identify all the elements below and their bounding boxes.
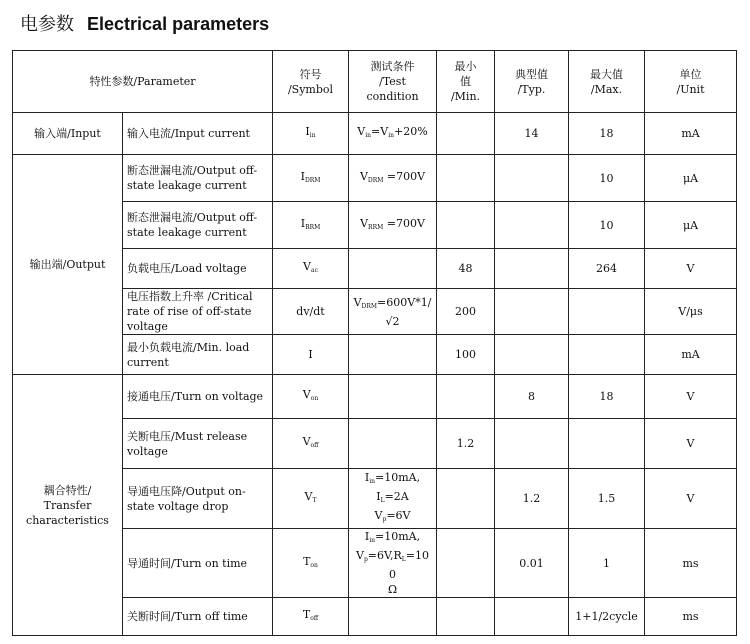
test-line: Ω xyxy=(387,583,398,596)
max-cell xyxy=(569,419,645,469)
symbol-cell: $V_{off}$ xyxy=(273,419,349,469)
group-transfer: 耦合特性/ Transfer characteristics xyxy=(13,375,123,636)
test-line: $I_L=2A$ xyxy=(376,490,409,504)
symbol-cell: $T_{on}$ xyxy=(273,529,349,598)
header-unit: 单位 /Unit xyxy=(645,51,737,113)
typ-cell: 14 xyxy=(495,113,569,155)
parameter-name: 导通电压降/Output on-state voltage drop xyxy=(123,469,273,529)
parameter-name: 关断时间/Turn off time xyxy=(123,598,273,636)
test-condition-cell: $V_{DRM}=600V*1/√2$ xyxy=(349,289,437,335)
unit-cell: V xyxy=(645,469,737,529)
header-max: 最大值 /Max. xyxy=(569,51,645,113)
test-condition-cell: $V_{DRM} =700V$ xyxy=(349,155,437,202)
group-label: 输出端/Output xyxy=(13,155,123,375)
typ-cell xyxy=(495,249,569,289)
unit-cell: V xyxy=(645,249,737,289)
parameter-name: 电压指数上升率 /Critical rate of rise of off-state voltage xyxy=(123,289,273,335)
unit-cell: ms xyxy=(645,529,737,598)
parameter-name: 最小负载电流/Min. load current xyxy=(123,335,273,375)
header-parameter: 特性参数/Parameter xyxy=(13,51,273,113)
parameter-name: 导通时间/Turn on time xyxy=(123,529,273,598)
parameter-name: 接通电压/Turn on voltage xyxy=(123,375,273,419)
test-line: $V_p=6V,R_L=100$ xyxy=(355,549,429,581)
test-condition-cell xyxy=(349,598,437,636)
min-cell xyxy=(437,469,495,529)
max-cell: 18 xyxy=(569,113,645,155)
min-cell xyxy=(437,375,495,419)
unit-cell: ms xyxy=(645,598,737,636)
parameter-name: 断态泄漏电流/Output off-state leakage current xyxy=(123,202,273,249)
symbol-cell: $V_{on}$ xyxy=(273,375,349,419)
min-cell: 200 xyxy=(437,289,495,335)
max-cell: 10 xyxy=(569,202,645,249)
test-condition-cell xyxy=(349,469,437,529)
unit-cell: μA xyxy=(645,155,737,202)
typ-cell xyxy=(495,419,569,469)
test-line: $I_{in}=10mA$, xyxy=(364,471,421,485)
group-label: 输入端/Input xyxy=(13,113,123,155)
header-min: 最小 值 /Min. xyxy=(437,51,495,113)
table-row xyxy=(13,155,737,202)
parameter-name: 断态泄漏电流/Output off-state leakage current xyxy=(123,155,273,202)
min-cell: 100 xyxy=(437,335,495,375)
test-condition-cell xyxy=(349,529,437,598)
symbol-cell: I xyxy=(273,335,349,375)
symbol-cell: $I_{in}$ xyxy=(273,113,349,155)
max-cell xyxy=(569,289,645,335)
typ-cell: 8 xyxy=(495,375,569,419)
test-condition-cell: $V_{RRM} =700V$ xyxy=(349,202,437,249)
test-condition-cell xyxy=(349,375,437,419)
electrical-parameters-table xyxy=(12,50,737,636)
max-cell xyxy=(569,335,645,375)
symbol-cell: $I_{DRM}$ xyxy=(273,155,349,202)
typ-cell xyxy=(495,335,569,375)
test-condition-cell xyxy=(349,335,437,375)
symbol-cell: $V_T$ xyxy=(273,469,349,529)
unit-cell: V xyxy=(645,419,737,469)
typ-cell xyxy=(495,598,569,636)
typ-cell: 1.2 xyxy=(495,469,569,529)
title-en: Electrical parameters xyxy=(87,14,270,34)
document-title xyxy=(20,10,269,36)
max-cell: 1+1/2cycle xyxy=(569,598,645,636)
typ-cell xyxy=(495,155,569,202)
typ-cell xyxy=(495,202,569,249)
max-cell: 18 xyxy=(569,375,645,419)
table-row xyxy=(13,113,737,155)
header-typ: 典型值 /Typ. xyxy=(495,51,569,113)
unit-cell: μA xyxy=(645,202,737,249)
min-cell: 48 xyxy=(437,249,495,289)
header-test-condition: 测试条件 /Test condition xyxy=(349,51,437,113)
min-cell xyxy=(437,202,495,249)
parameter-name: 输入电流/Input current xyxy=(123,113,273,155)
max-cell: 1.5 xyxy=(569,469,645,529)
typ-cell xyxy=(495,289,569,335)
title-cn: 电参数 xyxy=(20,14,74,34)
test-condition-cell xyxy=(349,249,437,289)
unit-cell: V/μs xyxy=(645,289,737,335)
typ-cell: 0.01 xyxy=(495,529,569,598)
table-row xyxy=(13,375,737,419)
test-line: $V_p=6V$ xyxy=(374,509,411,523)
symbol-cell: dv/dt xyxy=(273,289,349,335)
unit-cell: V xyxy=(645,375,737,419)
unit-cell: mA xyxy=(645,335,737,375)
parameter-name: 负载电压/Load voltage xyxy=(123,249,273,289)
min-cell: 1.2 xyxy=(437,419,495,469)
header-symbol: 符号 /Symbol xyxy=(273,51,349,113)
min-cell xyxy=(437,155,495,202)
unit-cell: mA xyxy=(645,113,737,155)
test-condition-cell xyxy=(349,419,437,469)
min-cell xyxy=(437,113,495,155)
symbol-cell: $T_{off}$ xyxy=(273,598,349,636)
min-cell xyxy=(437,529,495,598)
max-cell: 1 xyxy=(569,529,645,598)
parameter-name: 关断电压/Must release voltage xyxy=(123,419,273,469)
symbol-cell: $I_{RRM}$ xyxy=(273,202,349,249)
test-line: $I_{in}=10mA$, xyxy=(364,530,421,544)
max-cell: 264 xyxy=(569,249,645,289)
test-condition-cell: $V_{in}=V_{in}+20\%$ xyxy=(349,113,437,155)
symbol-cell: $V_{ac}$ xyxy=(273,249,349,289)
max-cell: 10 xyxy=(569,155,645,202)
min-cell xyxy=(437,598,495,636)
header-row xyxy=(13,51,737,113)
